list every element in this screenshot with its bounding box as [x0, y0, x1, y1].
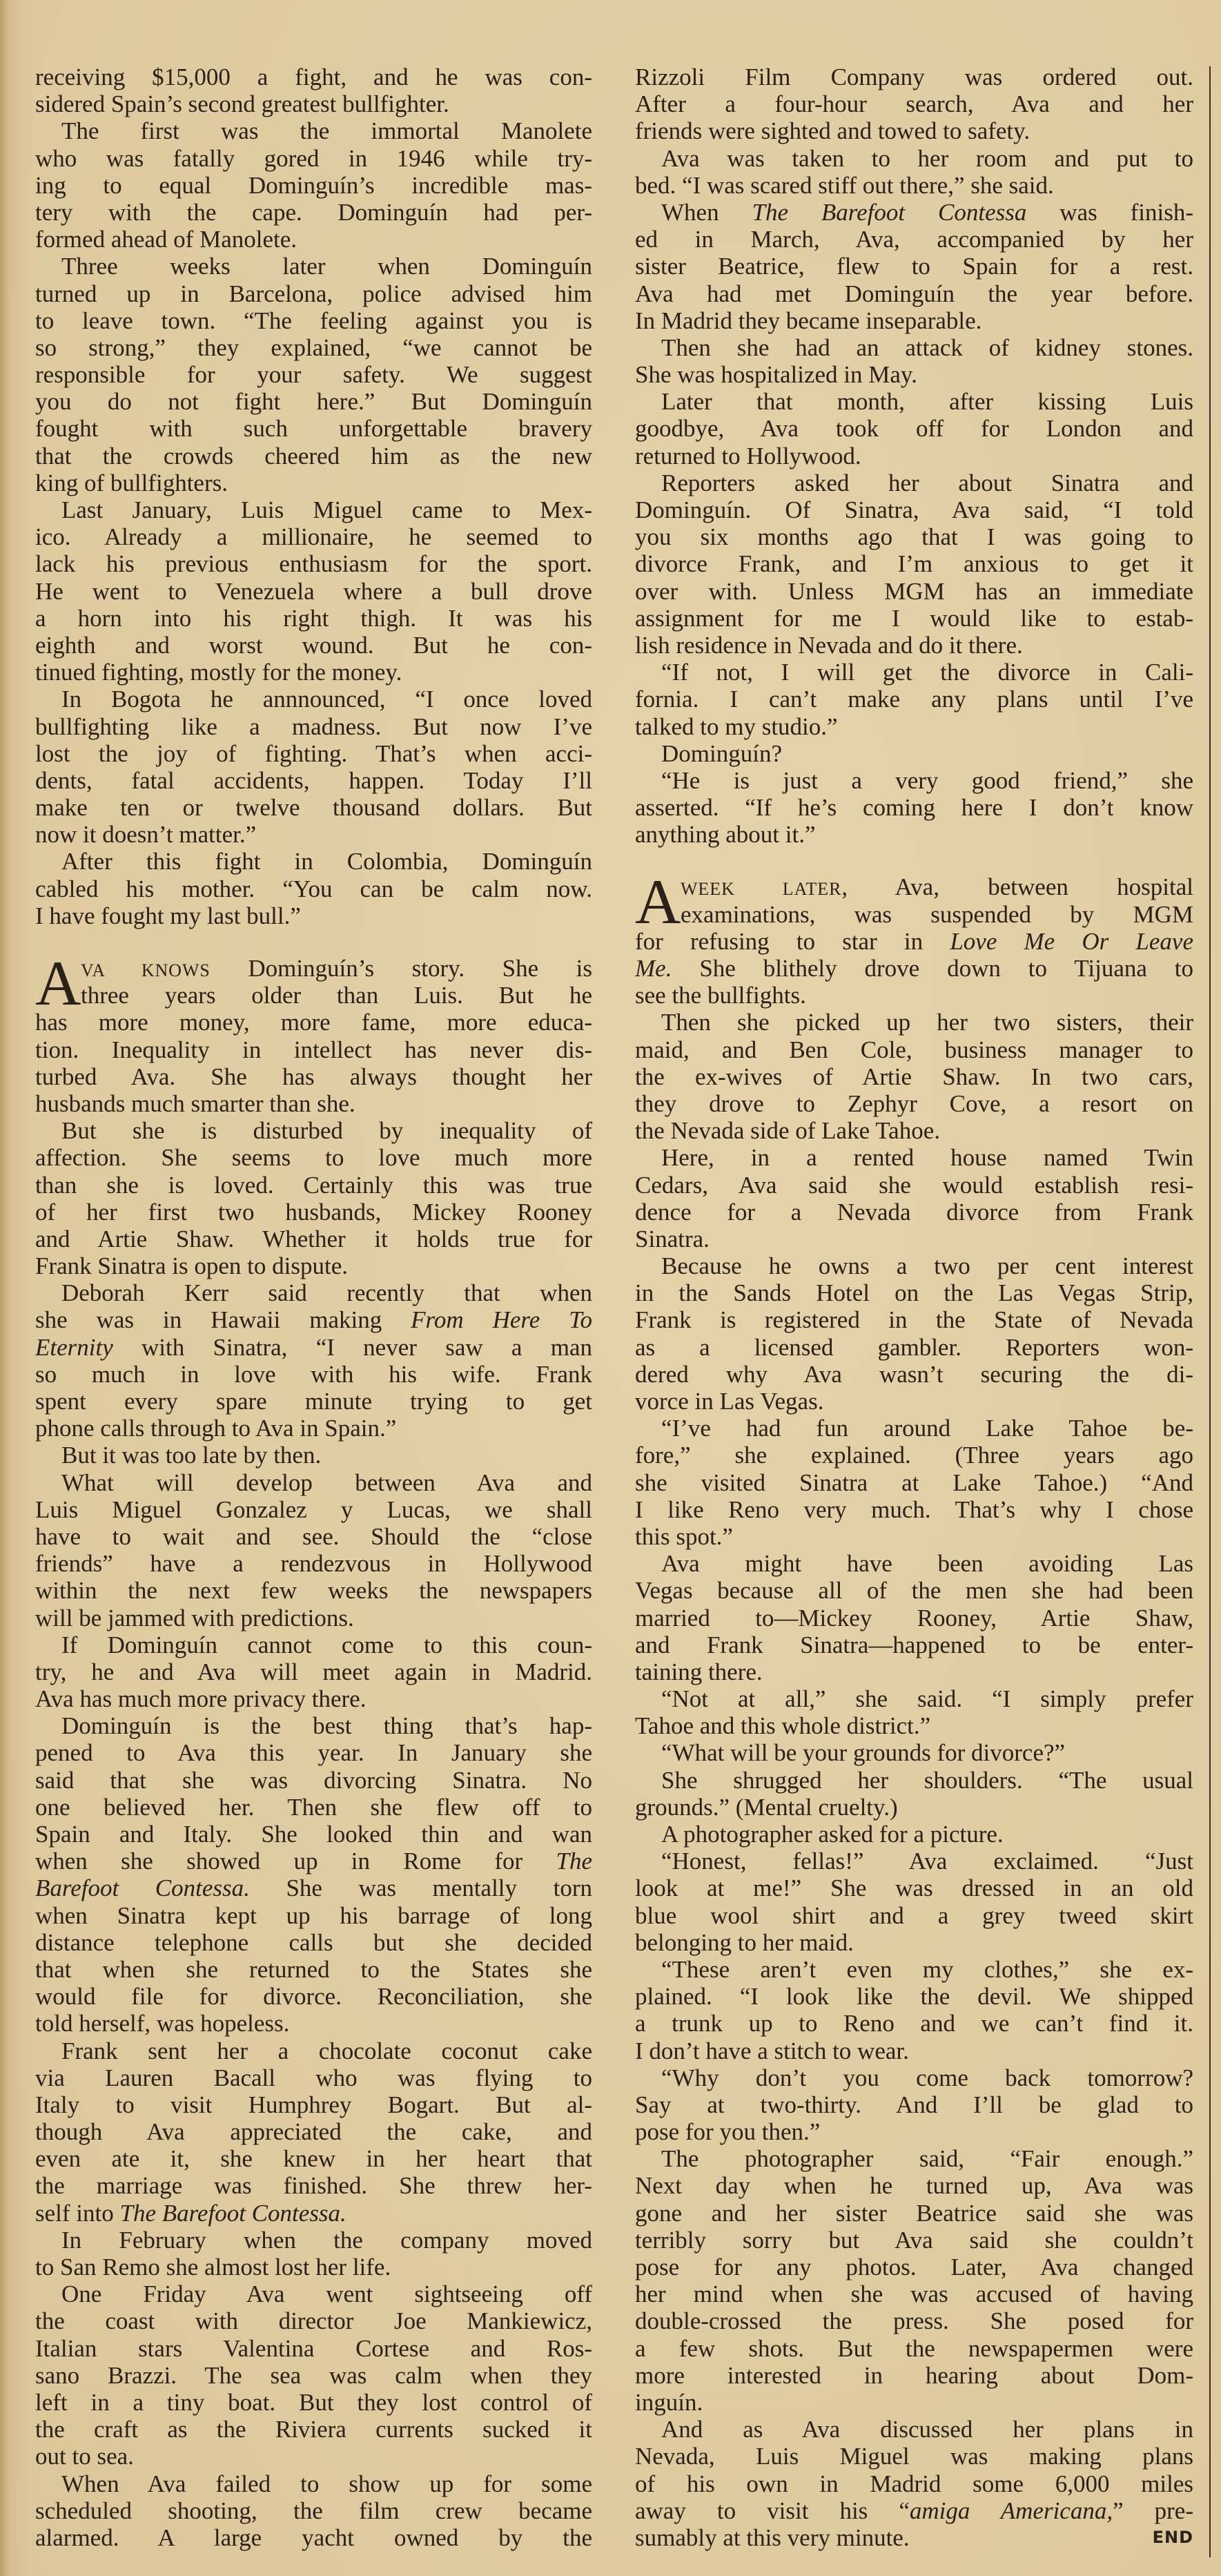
- text-line: What will develop between Ava and: [61, 1469, 592, 1496]
- text-line: talked to my studio.”: [635, 713, 838, 740]
- drop-cap-paragraph: [35, 948, 592, 1117]
- text-line: phone calls through to Ava in Spain.”: [35, 1415, 397, 1442]
- small-caps-lead: VA KNOWS: [81, 960, 211, 980]
- text-segment: she was in Hawaii making: [35, 1306, 411, 1334]
- text-line: When Ava failed to show up for some: [61, 2470, 592, 2497]
- text-line: bed. “I was scared stiff out there,” she said.: [635, 171, 1054, 199]
- text-line: Rizzoli Film Company was ordered out.: [635, 64, 1193, 90]
- text-line: in the Sands Hotel on the Las Vegas Strip,: [635, 1279, 1193, 1307]
- text-line: formed ahead of Manolete.: [35, 226, 297, 253]
- text-line: inguín.: [635, 2388, 703, 2416]
- text-line: sister Beatrice, flew to Spain for a rest.: [635, 253, 1193, 280]
- text-line: Sinatra.: [635, 1225, 710, 1252]
- text-line: three years older than Luis. But he: [81, 982, 592, 1009]
- paragraph: [635, 1415, 1193, 1550]
- text-line: [635, 2524, 1193, 2551]
- text-segment: with Sinatra, “I never saw a man: [113, 1333, 592, 1361]
- text-line: goodbye, Ava took off for London and: [635, 415, 1193, 443]
- text-line: even ate it, she knew in her heart that: [35, 2145, 592, 2173]
- text-line: ed in March, Ava, accompanied by her: [635, 226, 1193, 253]
- text-line: this spot.”: [635, 1522, 733, 1550]
- text-line: out to sea.: [35, 2443, 134, 2470]
- text-line: taining there.: [635, 1658, 763, 1685]
- text-line: alarmed. A large yacht owned by the: [35, 2524, 592, 2551]
- text-line: Spain and Italy. She looked thin and wan: [35, 1821, 592, 1848]
- text-line: and Frank Sinatra—happened to be enter-: [635, 1631, 1193, 1658]
- text-line: to San Remo she almost lost her life.: [35, 2254, 391, 2280]
- text-line: sidered Spain’s second greatest bullfighter.: [35, 90, 449, 118]
- text-segment: She blithely drove down to Tijuana to: [672, 955, 1193, 982]
- text-line: Deborah Kerr said recently that when: [61, 1279, 592, 1307]
- text-line: her mind when she was accused of having: [635, 2280, 1193, 2308]
- text-line: examinations, was suspended by MGM: [681, 900, 1193, 928]
- text-line: king of bullfighters.: [35, 469, 228, 496]
- text-line: dence for a Nevada divorce from Frank: [635, 1198, 1193, 1226]
- text-line: [635, 928, 1193, 955]
- text-line: “What will be your grounds for divorce?”: [661, 1739, 1066, 1767]
- text-line: She shrugged her shoulders. “The usual: [661, 1766, 1193, 1794]
- paragraph: [35, 496, 592, 686]
- text-line: one believed her. Then she flew off to: [35, 1793, 592, 1821]
- paragraph: [635, 1009, 1193, 1144]
- text-line: Three weeks later when Dominguín: [61, 253, 592, 280]
- text-line: “Not at all,” she said. “I simply prefer: [661, 1685, 1193, 1713]
- text-line: “He is just a very good friend,” she: [661, 766, 1193, 794]
- text-segment: When: [661, 198, 752, 226]
- text-line: that when she returned to the States she: [35, 1955, 592, 1983]
- text-line: Frank Sinatra is open to dispute.: [35, 1252, 349, 1280]
- italic-title: Me.: [635, 955, 672, 982]
- paragraph: [35, 2280, 592, 2470]
- text-line: “If not, I will get the divorce in Cali-: [661, 659, 1193, 686]
- text-line: tinued fighting, mostly for the money.: [35, 659, 402, 686]
- text-line: [35, 955, 592, 982]
- text-line: Ava was taken to her room and put to: [661, 144, 1193, 172]
- end-mark: END: [1152, 2527, 1193, 2547]
- text-line: try, he and Ava will meet again in Madrid.: [35, 1658, 592, 1685]
- text-line: lost the joy of fighting. That’s when acci-: [35, 739, 592, 767]
- text-line: look at me!” She was dressed in an old: [635, 1875, 1193, 1902]
- text-line: turbed Ava. She has always thought her: [35, 1063, 592, 1090]
- text-line: [35, 2200, 592, 2227]
- text-line: pose for any photos. Later, Ava changed: [635, 2254, 1193, 2280]
- text-line: as a licensed gambler. Reporters won-: [635, 1333, 1193, 1361]
- italic-title: amiga Americana,: [909, 2497, 1113, 2524]
- text-line: the coast with director Joe Mankiewicz,: [35, 2307, 592, 2335]
- text-line: blue wool shirt and a grey tweed skirt: [635, 1901, 1193, 1929]
- text-line: But it was too late by then.: [61, 1442, 322, 1469]
- italic-title: The: [556, 1848, 592, 1875]
- text-line: A photographer asked for a picture.: [661, 1821, 1004, 1848]
- text-line: who was fatally gored in 1946 while try-: [35, 144, 592, 172]
- text-line: divorce Frank, and I’m anxious to get it: [635, 550, 1193, 578]
- text-line: Last January, Luis Miguel came to Mex-: [61, 496, 592, 523]
- text-line: But she is disturbed by inequality of: [61, 1117, 592, 1145]
- text-line: asserted. “If he’s coming here I don’t know: [635, 794, 1193, 822]
- text-line: Then she picked up her two sisters, their: [661, 1009, 1193, 1036]
- italic-title: Eternity: [35, 1333, 113, 1361]
- text-line: ing to equal Dominguín’s incredible mas-: [35, 171, 592, 199]
- text-line: tion. Inequality in intellect has never dis-: [35, 1036, 592, 1063]
- text-line: pened to Ava this year. In January she: [35, 1739, 592, 1767]
- text-line: Ava had met Dominguín the year before.: [635, 280, 1193, 307]
- text-line: a trunk up to Reno and we can’t find it.: [635, 2010, 1193, 2037]
- text-line: grounds.” (Mental cruelty.): [635, 1793, 898, 1821]
- section-break: [635, 848, 1193, 873]
- text-line: lack his previous enthusiasm for the sport.: [35, 550, 592, 578]
- text-line: will be jammed with predictions.: [35, 1604, 354, 1631]
- text-line: Dominguín?: [661, 739, 782, 767]
- text-line: told herself, was hopeless.: [35, 2010, 290, 2037]
- text-line: to leave town. “The feeling against you is: [35, 307, 592, 334]
- text-line: and Artie Shaw. Whether it holds true for: [35, 1225, 592, 1252]
- text-line: double-crossed the press. She posed for: [635, 2307, 1193, 2335]
- text-line: the Nevada side of Lake Tahoe.: [635, 1117, 940, 1145]
- text-line: Frank sent her a chocolate coconut cake: [61, 2037, 592, 2064]
- text-line: Say at two-thirty. And I’ll be glad to: [635, 2091, 1193, 2118]
- text-line: would file for divorce. Reconciliation, she: [35, 1983, 592, 2011]
- text-line: Frank is registered in the State of Nevada: [635, 1306, 1193, 1334]
- text-line: she visited Sinatra at Lake Tahoe.) “And: [635, 1469, 1193, 1496]
- article-column-right: [635, 64, 1193, 2551]
- text-line: “Honest, fellas!” Ava exclaimed. “Just: [661, 1848, 1193, 1875]
- text-line: One Friday Ava went sightseeing off: [61, 2280, 592, 2308]
- text-line: fore,” she explained. (Three years ago: [635, 1442, 1193, 1469]
- text-line: so strong,” they explained, “we cannot be: [35, 333, 592, 361]
- text-line: Italian stars Valentina Cortese and Ros-: [35, 2334, 592, 2362]
- paragraph: [635, 1252, 1193, 1415]
- paragraph: [635, 388, 1193, 469]
- text-line: dered why Ava wasn’t securing the di-: [635, 1360, 1193, 1388]
- paragraph: [35, 1117, 592, 1279]
- text-line: assignment for me I would like to estab-: [635, 604, 1193, 632]
- text-segment: , Ava, between hospital: [841, 873, 1193, 901]
- text-line: they drove to Zephyr Cove, a resort on: [635, 1090, 1193, 1117]
- text-line: [35, 1875, 592, 1901]
- text-line: turned up in Barcelona, police advised him: [35, 280, 592, 307]
- text-line: a few shots. But the newspapermen were: [635, 2334, 1193, 2362]
- text-line: Nevada, Luis Miguel was making plans: [635, 2443, 1193, 2470]
- text-line: when Sinatra kept up his barrage of long: [35, 1901, 592, 1929]
- text-segment: ” pre-: [1113, 2497, 1193, 2524]
- text-segment: She was mentally torn: [249, 1875, 592, 1902]
- text-line: terribly sorry but Ava said she couldn’t: [635, 2226, 1193, 2254]
- text-segment: sumably at this very minute.: [635, 2524, 910, 2551]
- text-line: Ava might have been avoiding Las: [661, 1550, 1193, 1578]
- text-line: Reporters asked her about Sinatra and: [661, 469, 1193, 496]
- text-line: “Why don’t you come back tomorrow?: [661, 2064, 1193, 2091]
- text-line: The photographer said, “Fair enough.”: [661, 2145, 1193, 2173]
- text-line: The first was the immortal Manolete: [61, 117, 592, 145]
- text-segment: when she showed up in Rome for: [35, 1848, 556, 1875]
- paragraph: [635, 1848, 1193, 1956]
- text-line: of her first two husbands, Mickey Rooney: [35, 1198, 592, 1226]
- paragraph: [635, 659, 1193, 740]
- text-line: After this fight in Colombia, Dominguín: [61, 848, 592, 875]
- italic-title: The Barefoot Contessa: [752, 198, 1027, 226]
- text-line: Later that month, after kissing Luis: [661, 388, 1193, 416]
- paragraph: [635, 1685, 1193, 1739]
- drop-cap-paragraph: [635, 866, 1193, 1009]
- paragraph: [635, 1550, 1193, 1685]
- text-line: He went to Venezuela where a bull drove: [35, 577, 592, 605]
- text-line: belonging to her maid.: [635, 1928, 854, 1956]
- paragraph: [635, 2145, 1193, 2416]
- text-line: Luis Miguel Gonzalez y Lucas, we shall: [35, 1495, 592, 1523]
- text-line: though Ava appreciated the cake, and: [35, 2118, 592, 2146]
- paragraph: [35, 686, 592, 848]
- text-line: plained. “I look like the devil. We shipped: [635, 1983, 1193, 2011]
- text-line: receiving $15,000 a fight, and he was con-: [35, 64, 592, 90]
- paragraph: [635, 1739, 1193, 1766]
- text-segment: self into: [35, 2199, 120, 2227]
- paragraph: [35, 117, 592, 253]
- text-line: [635, 955, 1193, 982]
- italic-title: Barefoot Contessa.: [35, 1875, 250, 1902]
- text-line: In Madrid they became inseparable.: [635, 307, 982, 334]
- italic-title: Love Me Or Leave: [950, 927, 1193, 955]
- text-line: the marriage was finished. She threw her-: [35, 2172, 592, 2200]
- text-line: Then she had an attack of kidney stones.: [661, 333, 1193, 361]
- small-caps-lead: WEEK LATER: [681, 879, 842, 900]
- paragraph: [35, 2037, 592, 2227]
- text-line: pose for you then.”: [635, 2118, 821, 2146]
- text-line: fornia. I can’t make any plans until I’ve: [635, 686, 1193, 713]
- text-line: distance telephone calls but she decided: [35, 1928, 592, 1956]
- text-line: fought with such unforgettable bravery: [35, 415, 592, 443]
- text-line: gone and her sister Beatrice said she was: [635, 2199, 1193, 2227]
- text-line: bullfighting like a madness. But now I’ve: [35, 713, 592, 740]
- paragraph: [35, 848, 592, 929]
- text-segment: for refusing to star in: [635, 927, 950, 955]
- text-line: lish residence in Nevada and do it there.: [635, 631, 1023, 659]
- paragraph: [35, 1631, 592, 1713]
- text-line: that the crowds cheered him as the new: [35, 442, 592, 469]
- paragraph: [35, 1279, 592, 1442]
- text-line: returned to Hollywood.: [635, 442, 861, 469]
- text-line: so much in love with his wife. Frank: [35, 1360, 592, 1388]
- text-line: maid, and Ben Cole, business manager to: [635, 1036, 1193, 1063]
- column-rule-divider: [1209, 66, 1211, 2557]
- text-line: “These aren’t even my clothes,” she ex-: [661, 1955, 1193, 1983]
- paragraph: [635, 2416, 1193, 2551]
- drop-cap: A: [635, 866, 681, 938]
- text-line: within the next few weeks the newspapers: [35, 1577, 592, 1605]
- text-segment: away to visit his “: [635, 2497, 910, 2524]
- text-line: [35, 1334, 592, 1361]
- text-segment: Dominguín’s story. She is: [210, 955, 592, 982]
- text-segment: was finish-: [1026, 198, 1193, 226]
- text-line: In Bogota he annnounced, “I once loved: [61, 686, 592, 713]
- text-line: Cedars, Ava said she would establish resi-: [635, 1171, 1193, 1199]
- text-line: anything about it.”: [635, 821, 816, 849]
- text-line: I have fought my last bull.”: [35, 902, 301, 929]
- paragraph: [635, 767, 1193, 849]
- paragraph: [35, 2227, 592, 2280]
- paragraph: [635, 2064, 1193, 2146]
- text-line: Vegas because all of the men she had been: [635, 1577, 1193, 1605]
- italic-title: From Here To: [411, 1306, 592, 1334]
- text-line: left in a tiny boat. But they lost control of: [35, 2388, 592, 2416]
- text-line: said that she was divorcing Sinatra. No: [35, 1766, 592, 1794]
- text-line: friends” have a rendezvous in Hollywood: [35, 1550, 592, 1578]
- paragraph: [635, 145, 1193, 199]
- text-line: And as Ava discussed her plans in: [661, 2416, 1193, 2443]
- text-line: a horn into his right thigh. It was his: [35, 604, 592, 632]
- article-column-left: [35, 64, 592, 2551]
- paragraph: [35, 1469, 592, 1631]
- text-line: affection. She seems to love much more: [35, 1144, 592, 1172]
- text-line: sano Brazzi. The sea was calm when they: [35, 2361, 592, 2389]
- text-line: Dominguín. Of Sinatra, Ava said, “I told: [635, 496, 1193, 523]
- text-line: Ava has much more privacy there.: [35, 1685, 367, 1713]
- text-line: I like Reno very much. That’s why I chose: [635, 1495, 1193, 1523]
- text-line: have to wait and see. Should the “close: [35, 1522, 592, 1550]
- text-line: [35, 1306, 592, 1333]
- text-line: more interested in hearing about Dom-: [635, 2361, 1193, 2389]
- text-line: [635, 873, 1193, 900]
- paragraph: [635, 1956, 1193, 2064]
- text-line: via Lauren Bacall who was flying to: [35, 2064, 592, 2091]
- text-line: over with. Unless MGM has an immediate: [635, 577, 1193, 605]
- text-line: now it doesn’t matter.”: [35, 821, 257, 849]
- drop-cap: A: [35, 948, 81, 1018]
- text-line: spent every spare minute trying to get: [35, 1388, 592, 1415]
- section-break: [35, 929, 592, 955]
- text-line: friends were sighted and towed to safety.: [635, 117, 1030, 145]
- text-line: Italy to visit Humphrey Bogart. But al-: [35, 2091, 592, 2118]
- text-line: If Dominguín cannot come to this coun-: [61, 1631, 592, 1658]
- text-line: She was hospitalized in May.: [635, 361, 917, 389]
- text-line: [35, 1848, 592, 1875]
- text-line: Dominguín is the best thing that’s hap-: [61, 1712, 592, 1740]
- text-line: make ten or twelve thousand dollars. But: [35, 794, 592, 822]
- paragraph: [635, 199, 1193, 334]
- text-line: the craft as the Riviera currents sucked it: [35, 2416, 592, 2443]
- paragraph: [35, 1442, 592, 1469]
- text-line: vorce in Las Vegas.: [635, 1388, 824, 1415]
- paragraph: [35, 64, 592, 117]
- text-line: tery with the cape. Dominguín had per-: [35, 198, 592, 226]
- text-line: ico. Already a millionaire, he seemed to: [35, 523, 592, 551]
- text-line: of his own in Madrid some 6,000 miles: [635, 2470, 1193, 2497]
- text-line: see the bullfights.: [635, 982, 806, 1009]
- text-line: Here, in a rented house named Twin: [661, 1144, 1193, 1172]
- paragraph: [35, 253, 592, 496]
- paragraph: [635, 1767, 1193, 1821]
- paragraph: [635, 64, 1193, 145]
- text-line: [635, 199, 1193, 226]
- text-line: In February when the company moved: [61, 2226, 592, 2254]
- text-line: cabled his mother. “You can be calm now.: [35, 875, 592, 902]
- text-line: husbands much smarter than she.: [35, 1090, 355, 1117]
- text-line: has more money, more fame, more educa-: [35, 1009, 592, 1036]
- text-line: Tahoe and this whole district.”: [635, 1712, 931, 1740]
- text-line: [635, 2497, 1193, 2524]
- paragraph: [635, 334, 1193, 388]
- paragraph: [635, 469, 1193, 659]
- text-line: After a four-hour search, Ava and her: [635, 90, 1193, 118]
- text-line: you do not fight here.” But Dominguín: [35, 388, 592, 416]
- text-line: you six months ago that I was going to: [635, 523, 1193, 551]
- paragraph: [35, 1712, 592, 2037]
- text-line: than she is loved. Certainly this was true: [35, 1171, 592, 1199]
- paragraph: [35, 2470, 592, 2552]
- text-line: Because he owns a two per cent interest: [661, 1252, 1193, 1280]
- paragraph: [635, 1821, 1193, 1848]
- paragraph: [635, 740, 1193, 767]
- text-line: eighth and worst wound. But he con-: [35, 631, 592, 659]
- text-line: married to—Mickey Rooney, Artie Shaw,: [635, 1604, 1193, 1631]
- text-line: “I’ve had fun around Lake Tahoe be-: [661, 1415, 1193, 1442]
- italic-title: The Barefoot Contessa.: [119, 2199, 346, 2227]
- paragraph: [635, 1144, 1193, 1252]
- text-line: the ex-wives of Artie Shaw. In two cars,: [635, 1063, 1193, 1090]
- text-line: scheduled shooting, the film crew became: [35, 2497, 592, 2524]
- text-line: responsible for your safety. We suggest: [35, 361, 592, 389]
- text-line: I don’t have a stitch to wear.: [635, 2037, 909, 2064]
- text-line: Next day when he turned up, Ava was: [635, 2172, 1193, 2200]
- text-line: dents, fatal accidents, happen. Today I’ll: [35, 766, 592, 794]
